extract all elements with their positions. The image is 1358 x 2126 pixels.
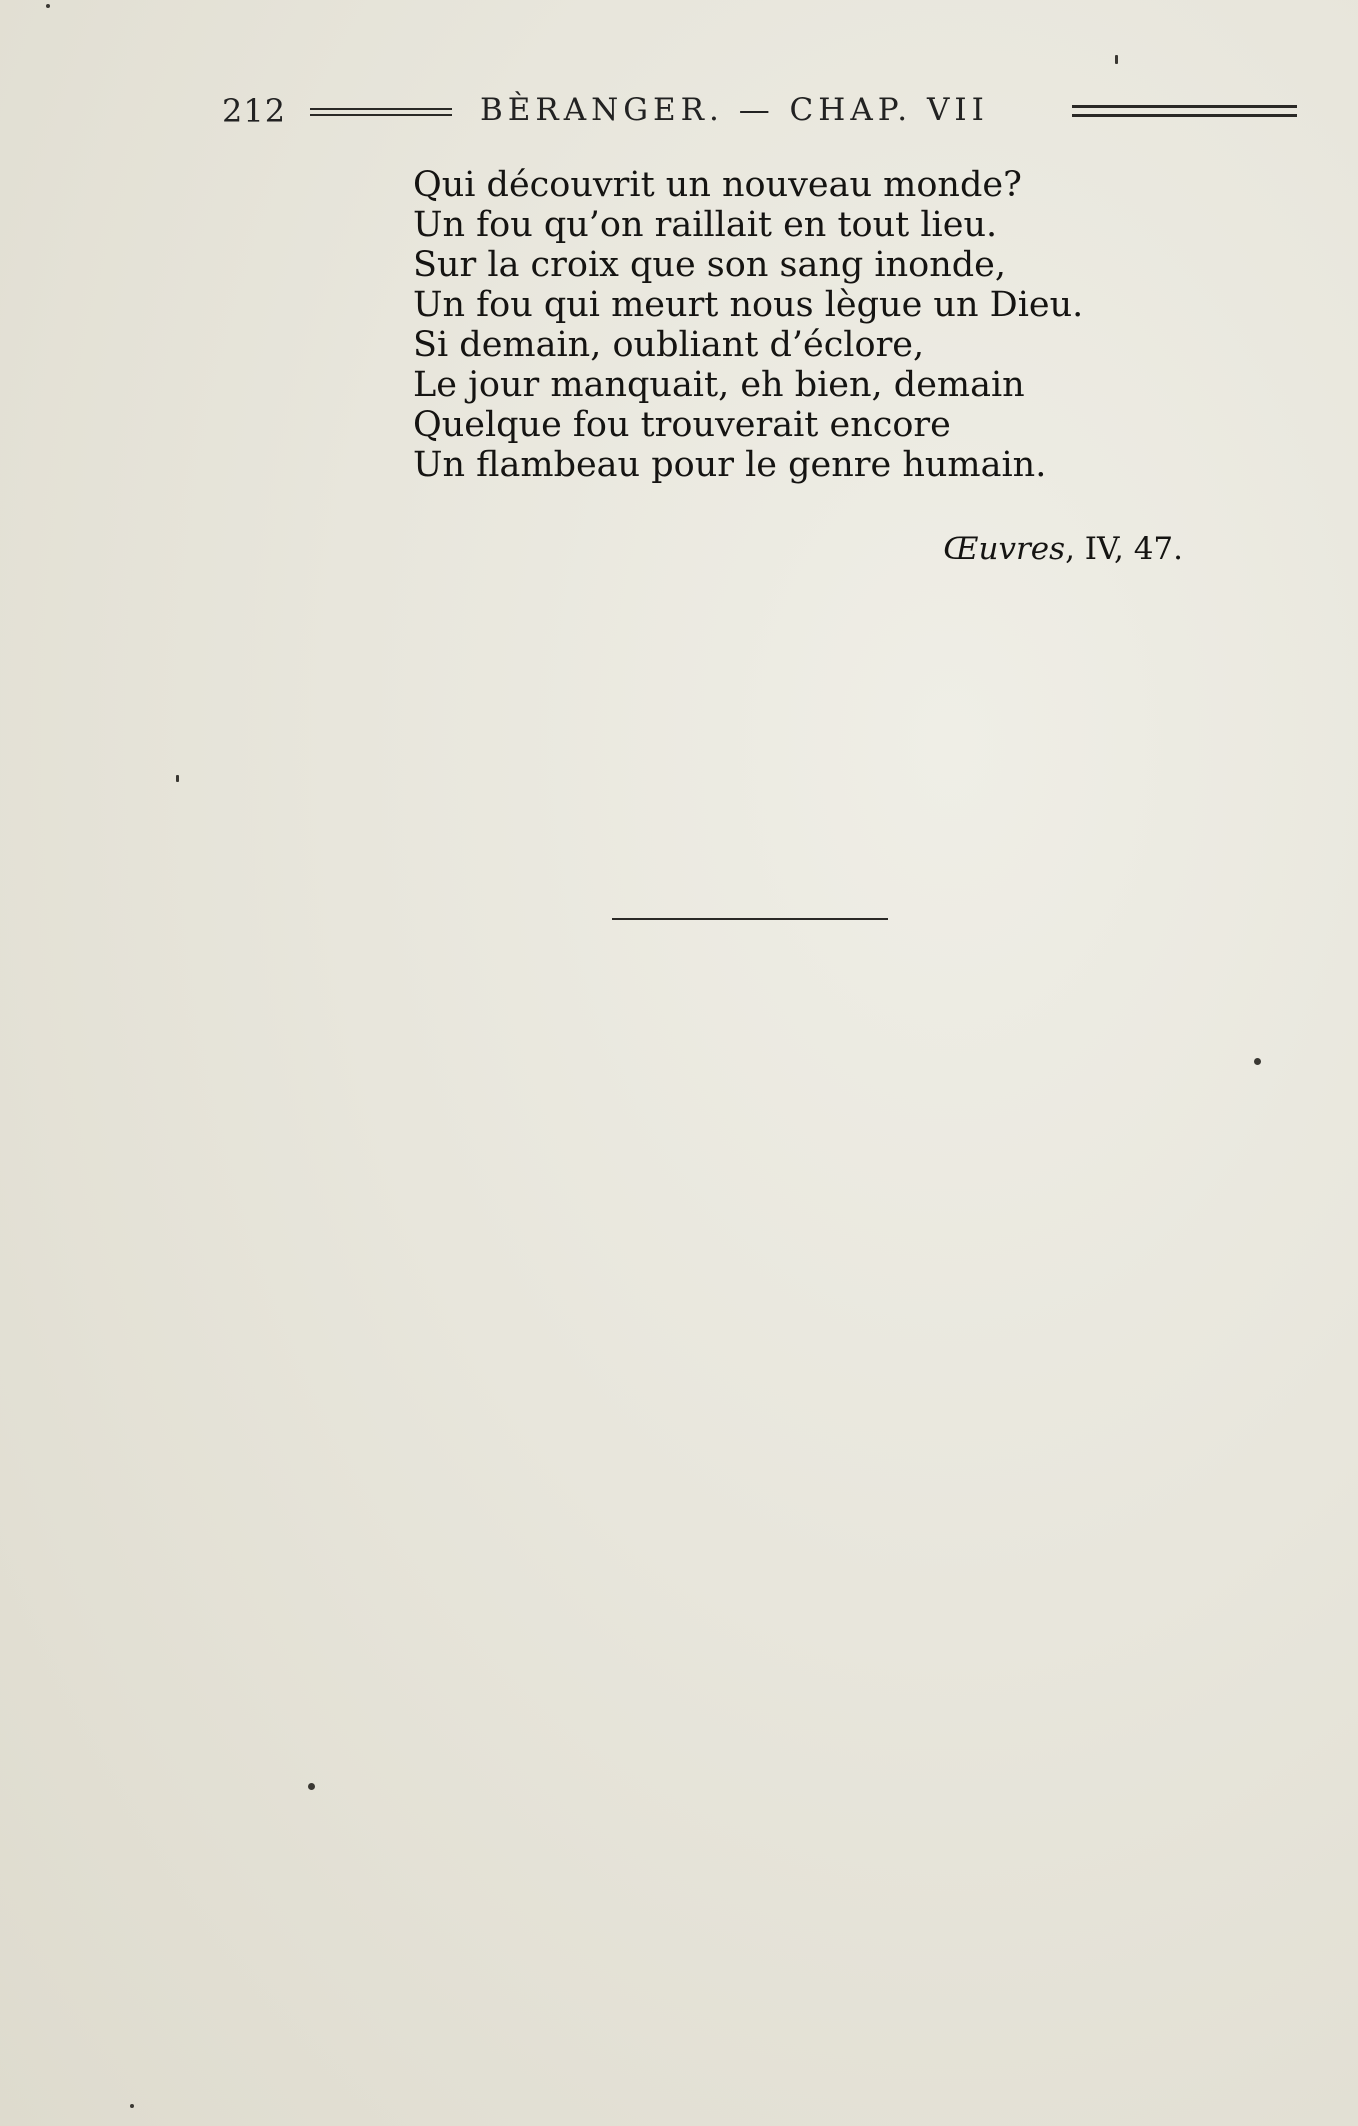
citation-reference: , IV, 47. xyxy=(1065,531,1183,567)
header-rule-left xyxy=(310,108,452,116)
poem-line: Qui découvrit un nouveau monde? xyxy=(413,165,1022,205)
end-rule xyxy=(612,918,888,920)
paper-speck xyxy=(1254,1058,1261,1065)
paper-speck xyxy=(308,1783,315,1790)
poem-line: Un fou qu’on raillait en tout lieu. xyxy=(413,205,998,245)
poem-line: Un flambeau pour le genre humain. xyxy=(413,445,1047,485)
paper-speck xyxy=(46,4,50,8)
paper-speck xyxy=(176,775,179,782)
poem-line: Quelque fou trouverait encore xyxy=(413,405,951,445)
paper-speck xyxy=(130,2104,134,2108)
running-head: BÈRANGER. — CHAP. VII xyxy=(480,92,989,128)
paper-speck xyxy=(1115,55,1118,64)
header-rule-right xyxy=(1072,105,1297,117)
poem-line: Si demain, oubliant d’éclore, xyxy=(413,325,925,365)
poem-line: Le jour manquait, eh bien, demain xyxy=(413,365,1025,405)
poem-line: Sur la croix que son sang inonde, xyxy=(413,245,1007,285)
poem-line: Un fou qui meurt nous lègue un Dieu. xyxy=(413,285,1084,325)
citation-work: Œuvres xyxy=(943,531,1066,567)
poem-stanza xyxy=(413,165,1083,485)
page-header xyxy=(222,92,1297,132)
page-number: 212 xyxy=(222,92,287,130)
citation xyxy=(943,531,1183,567)
